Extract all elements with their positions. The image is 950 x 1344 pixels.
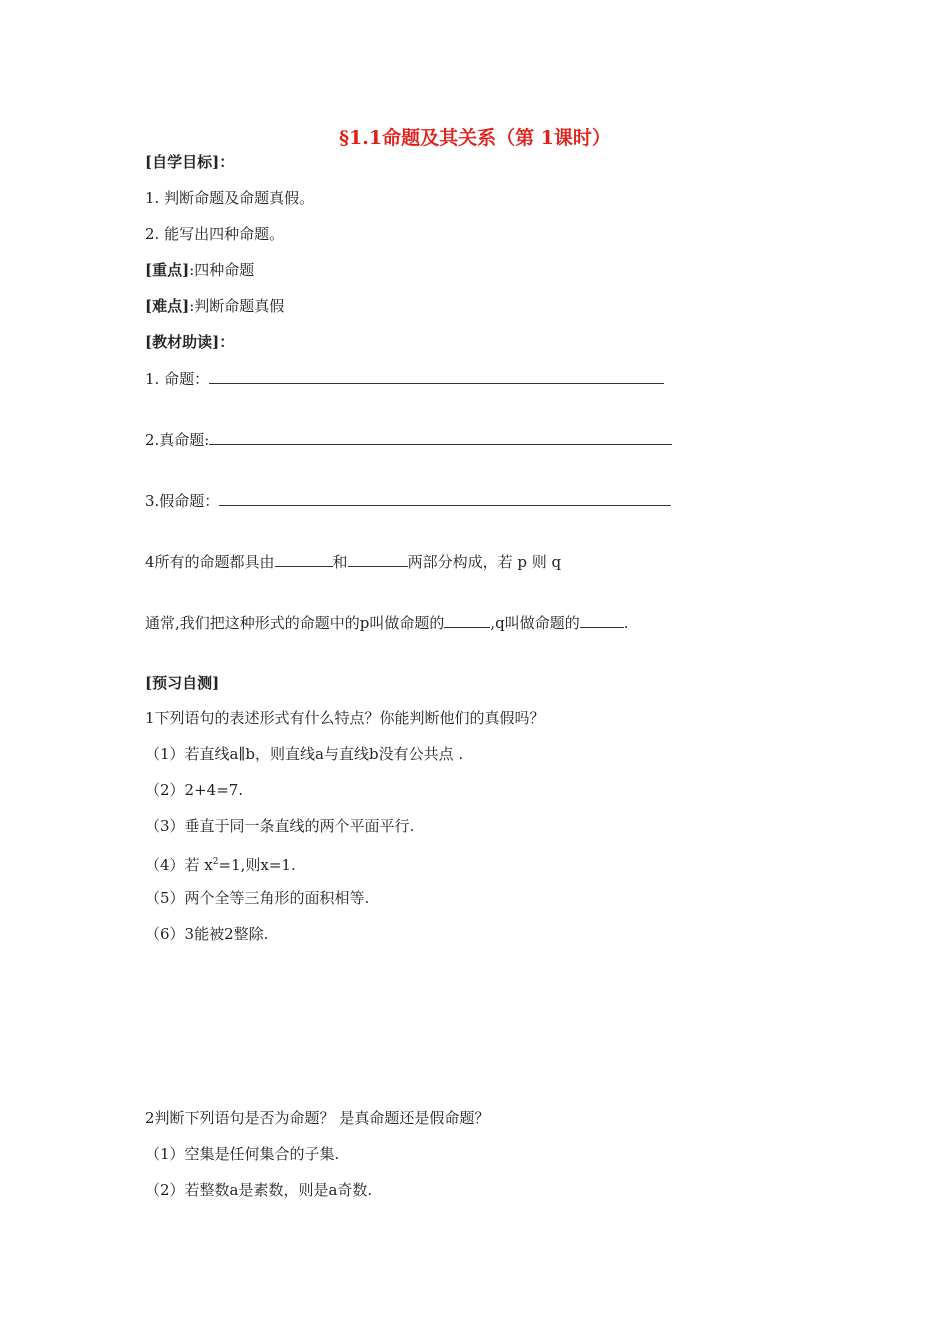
reading-item-2 bbox=[145, 429, 672, 450]
question-1-item: （6）3能被2整除. bbox=[145, 925, 269, 943]
reading-item-5-text-b: ,q叫做命题的 bbox=[490, 614, 580, 632]
question-2-item: （1）空集是任何集合的子集. bbox=[145, 1145, 340, 1163]
answer-blank[interactable] bbox=[348, 551, 408, 567]
reading-item-3 bbox=[145, 490, 671, 511]
question-1-item: （5）两个全等三角形的面积相等. bbox=[145, 889, 370, 907]
question-1-item bbox=[145, 852, 296, 875]
key-point-text: :四种命题 bbox=[189, 261, 255, 279]
question-2: 2判断下列语句是否为命题？ 是真命题还是假命题？ bbox=[145, 1109, 490, 1127]
reading-item-4-text-a: 4所有的命题都具由 bbox=[145, 553, 275, 571]
key-point bbox=[145, 260, 254, 280]
question-1-item-4-text-b: =1,则x=1. bbox=[218, 856, 296, 874]
reading-item-4 bbox=[145, 551, 561, 572]
reading-item-1-label: 1. 命题： bbox=[145, 370, 210, 388]
pretest-heading: [预习自测] bbox=[145, 674, 220, 692]
objective-item-2: 2. 能写出四种命题。 bbox=[145, 225, 285, 243]
question-1-item: （2）2+4=7. bbox=[145, 781, 244, 799]
superscript: 2 bbox=[212, 857, 219, 867]
difficult-point bbox=[145, 296, 284, 316]
reading-item-1 bbox=[145, 368, 664, 389]
answer-blank[interactable] bbox=[209, 429, 672, 445]
question-2-item: （2）若整数a是素数，则是a奇数. bbox=[145, 1181, 373, 1199]
reading-item-3-label: 3.假命题： bbox=[145, 492, 220, 510]
question-1-item: （3）垂直于同一条直线的两个平面平行. bbox=[145, 817, 415, 835]
difficult-point-label: [难点] bbox=[145, 297, 190, 315]
reading-item-4-text-b: 和 bbox=[332, 553, 348, 571]
question-1-item-4-text-a: （4）若 x bbox=[145, 856, 213, 874]
page-title: §1.1命题及其关系（第 1课时） bbox=[339, 127, 611, 149]
reading-item-2-label: 2.真命题: bbox=[145, 431, 210, 449]
reading-item-5-text-c: . bbox=[623, 614, 629, 632]
reading-item-4-text-c: 两部分构成，若 p 则 q bbox=[407, 553, 562, 571]
question-1-item: （1）若直线a∥b，则直线a与直线b没有公共点 . bbox=[145, 745, 464, 763]
answer-blank[interactable] bbox=[275, 551, 333, 567]
key-point-label: [重点] bbox=[145, 261, 190, 279]
question-1: 1下列语句的表述形式有什么特点？你能判断他们的真假吗？ bbox=[145, 709, 545, 727]
objectives-heading: [自学目标]： bbox=[145, 153, 235, 171]
answer-blank[interactable] bbox=[580, 612, 624, 628]
objective-item-1: 1. 判断命题及命题真假。 bbox=[145, 189, 315, 207]
answer-blank[interactable] bbox=[444, 612, 490, 628]
reading-heading: [教材助读]： bbox=[145, 333, 235, 351]
reading-item-5 bbox=[145, 612, 629, 633]
answer-blank[interactable] bbox=[209, 368, 664, 384]
answer-blank[interactable] bbox=[219, 490, 671, 506]
reading-item-5-text-a: 通常,我们把这种形式的命题中的p叫做命题的 bbox=[145, 614, 445, 632]
difficult-point-text: :判断命题真假 bbox=[189, 297, 285, 315]
